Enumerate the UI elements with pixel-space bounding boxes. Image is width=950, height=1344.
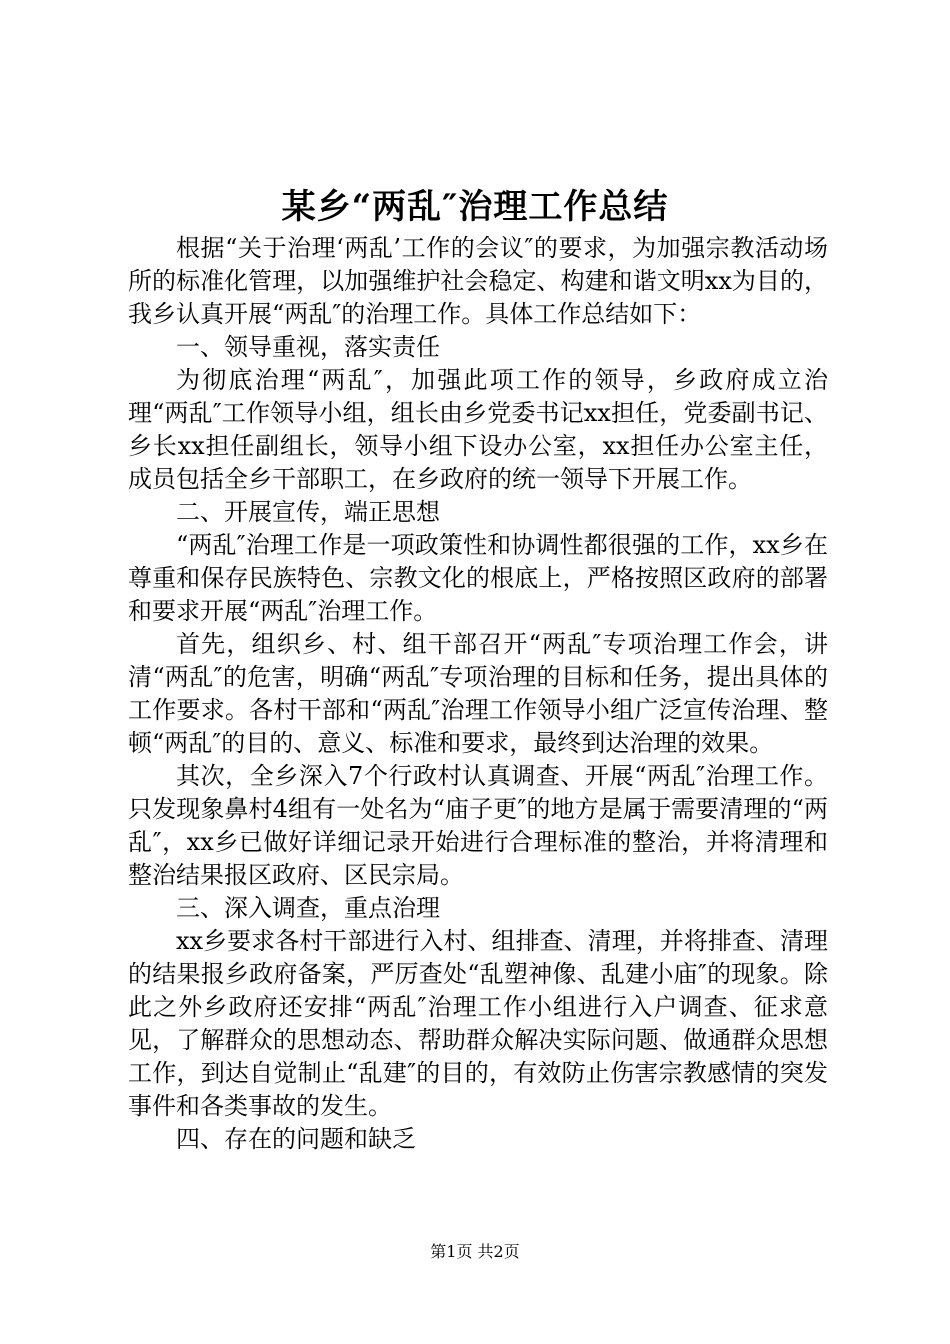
section-3-paragraph: xx乡要求各村干部进行入村、组排查、清理，并将排查、清理的结果报乡政府备案，严厉查处“乱塑神像、乱建小庙″的现象。除此之外乡政府还安排“两乱″治理工作小组进行入户调查、征求意见，了解群众的思想动态、帮助群众解决实际问题、做通群众思想工作，到达自觉制止“乱建″的目的，有效防止伤害宗教感情的突发事件和各类事故的发生。 [128,927,828,1120]
intro-paragraph: 根据“关于治理‘两乱’工作的会议″的要求，为加强宗教活动场所的标准化管理，以加强维护社会稳定、构建和谐文明xx为目的，我乡认真开展“两乱″的治理工作。具体工作总结如下： [128,234,828,328]
section-heading-4: 四、存在的问题和缺乏 [176,1125,416,1153]
section-2-paragraph-3: 其次，全乡深入7个行政村认真调查、开展“两乱″治理工作。只发现象鼻村4组有一处名为“庙子更″的地方是属于需要清理的“两乱″，xx乡已做好详细记录开始进行合理标准的整治，并将清理和整治结果报区政府、区民宗局。 [128,762,828,889]
section-2-paragraph-1: “两乱″治理工作是一项政策性和协调性都很强的工作，xx乡在尊重和保存民族特色、宗教文化的根底上，严格按照区政府的部署和要求开展“两乱″治理工作。 [128,531,828,625]
section-1-paragraph: 为彻底治理“两乱″，加强此项工作的领导，乡政府成立治理“两乱″工作领导小组，组长由乡党委书记xx担任，党委副书记、乡长xx担任副组长，领导小组下设办公室，xx担任办公室主任，成员包括全乡干部职工，在乡政府的统一领导下开展工作。 [128,366,828,493]
page-number-footer: 第1页 共2页 [430,1242,520,1261]
section-heading-1: 一、领导重视，落实责任 [176,333,440,361]
document-title: 某乡“两乱″治理工作总结 [281,187,669,227]
document-body [128,232,828,1156]
section-heading-3: 三、深入调查，重点治理 [176,894,440,922]
section-heading-2: 二、开展宣传，端正思想 [176,498,440,526]
section-2-paragraph-2: 首先，组织乡、村、组干部召开“两乱″专项治理工作会，讲清“两乱″的危害，明确“两乱″专项治理的目标和任务，提出具体的工作要求。各村干部和“两乱″治理工作领导小组广泛宣传治理、整顿“两乱″的目的、意义、标准和要求，最终到达治理的效果。 [128,630,828,757]
